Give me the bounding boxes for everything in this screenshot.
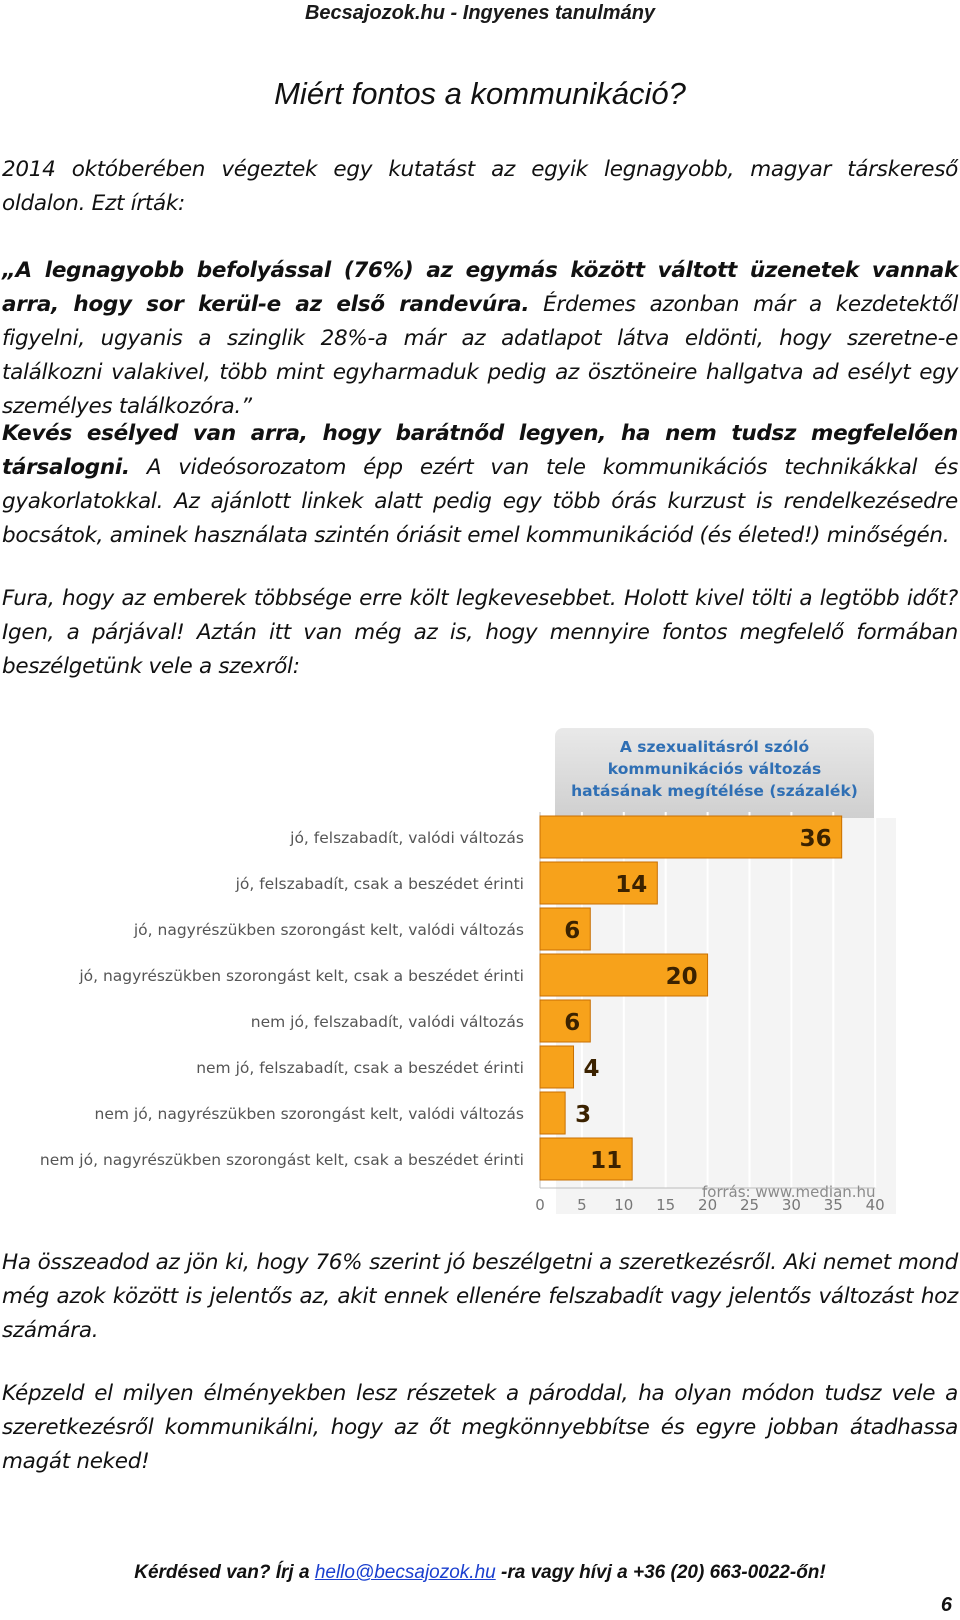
category-label: nem jó, nagyrészükben szorongást kelt, csak a beszédet érinti xyxy=(39,1151,524,1169)
intro-paragraph xyxy=(2,153,958,221)
chart-title-line: A szexualitásról szóló xyxy=(619,738,810,756)
page-footer xyxy=(0,1562,960,1584)
value-label: 14 xyxy=(615,872,648,898)
bar-chart xyxy=(0,728,960,1250)
chances-bold-text: Kevés esélyed van arra, hogy barátnőd legyen, ha nem tudsz megfelelően társalogni. xyxy=(2,421,958,480)
chart-svg xyxy=(0,728,960,1250)
footer-prefix: Kérdésed van? Írj a xyxy=(134,1562,315,1583)
chart-source: forrás: www.median.hu xyxy=(702,1183,876,1201)
x-tick-label: 25 xyxy=(739,1196,760,1214)
category-label: jó, felszabadít, csak a beszédet érinti xyxy=(235,875,524,893)
value-label: 6 xyxy=(564,918,581,944)
chart-title-line: hatásának megítélése (százalék) xyxy=(571,782,858,800)
intro-text: 2014 októberében végeztek egy kutatást az egyik legnagyobb, magyar társkereső oldalon. Ezt írták: xyxy=(2,157,958,216)
category-label: nem jó, nagyrészükben szorongást kelt, valódi változás xyxy=(94,1105,524,1123)
footer-suffix: -ra vagy hívj a +36 (20) 663-0022-őn! xyxy=(495,1562,826,1583)
footer-email-link[interactable]: hello@becsajozok.hu xyxy=(314,1562,496,1583)
value-label: 11 xyxy=(590,1148,623,1174)
value-label: 3 xyxy=(575,1102,592,1128)
chart-bar xyxy=(540,816,842,858)
quote-bold-text: „A legnagyobb befolyással (76%) az egymás között váltott üzenetek vannak arra, hogy sor kerül-e az első randevúra. xyxy=(2,258,958,317)
chart-title-line: kommunikációs változás xyxy=(607,760,822,778)
x-tick-label: 40 xyxy=(865,1196,885,1214)
category-label: jó, nagyrészükben szorongást kelt, valódi változás xyxy=(133,921,524,939)
chart-bar xyxy=(540,1046,574,1088)
partner-paragraph xyxy=(2,582,958,684)
quote-paragraph xyxy=(2,254,958,424)
value-label: 20 xyxy=(665,964,698,990)
category-label: nem jó, felszabadít, csak a beszédet érinti xyxy=(196,1059,524,1077)
chances-paragraph xyxy=(2,417,958,553)
x-tick-label: 5 xyxy=(577,1196,587,1214)
imagine-text: Képzeld el milyen élményekben lesz részetek a pároddal, ha olyan módon tudsz vele a szeretkezésről kommunikálni, hogy az őt megkönnyebbítse és egyre jobban átadhassa magát neked! xyxy=(2,1381,958,1474)
category-label: jó, felszabadít, valódi változás xyxy=(290,829,524,847)
imagine-paragraph xyxy=(2,1377,958,1479)
summary-paragraph xyxy=(2,1246,958,1348)
x-tick-label: 10 xyxy=(614,1196,634,1214)
x-tick-label: 0 xyxy=(535,1196,545,1214)
value-label: 4 xyxy=(583,1056,600,1082)
page-number: 6 xyxy=(940,1594,952,1616)
category-label: jó, nagyrészükben szorongást kelt, csak a beszédet érinti xyxy=(79,967,524,985)
chances-rest-text: A videósorozatom épp ezért van tele kommunikációs technikákkal és gyakorlatokkal. Az ajánlott linkek alatt pedig egy több órás kurzust is rendelkezésedre bocsátok, aminek használata szintén óriásit emel kommunikációd (és életed!) minőségén. xyxy=(2,455,958,548)
value-label: 36 xyxy=(799,826,832,852)
x-tick-label: 30 xyxy=(781,1196,801,1214)
chart-bar xyxy=(540,1092,565,1134)
summary-text: Ha összeadod az jön ki, hogy 76% szerint jó beszélgetni a szeretkezésről. Aki nemet mond még azok között is jelentős az, akit ennek ellenére felszabadít vagy jelentős változást hoz számára. xyxy=(2,1250,958,1343)
value-label: 6 xyxy=(564,1010,581,1036)
x-tick-label: 20 xyxy=(698,1196,718,1214)
quote-rest-text: Érdemes azonban már a kezdetektől figyelni, ugyanis a szinglik 28%-a már az adatlapot látva eldönti, hogy szeretne-e találkozni valakivel, több mint egyharmaduk pedig az ösztöneire hallgatva ad esélyt egy személyes találkozóra.” xyxy=(2,292,958,419)
x-tick-label: 15 xyxy=(656,1196,676,1214)
x-tick-label: 35 xyxy=(823,1196,843,1214)
partner-text: Fura, hogy az emberek többsége erre költ legkevesebbet. Holott kivel tölti a legtöbb időt? Igen, a párjával! Aztán itt van még az is, hogy mennyire fontos megfelelő formában beszélgetünk vele a szexről: xyxy=(2,586,958,679)
page-title: Miért fontos a kommunikáció? xyxy=(274,76,686,111)
category-label: nem jó, felszabadít, valódi változás xyxy=(250,1013,524,1031)
page-header: Becsajozok.hu - Ingyenes tanulmány xyxy=(304,2,656,24)
